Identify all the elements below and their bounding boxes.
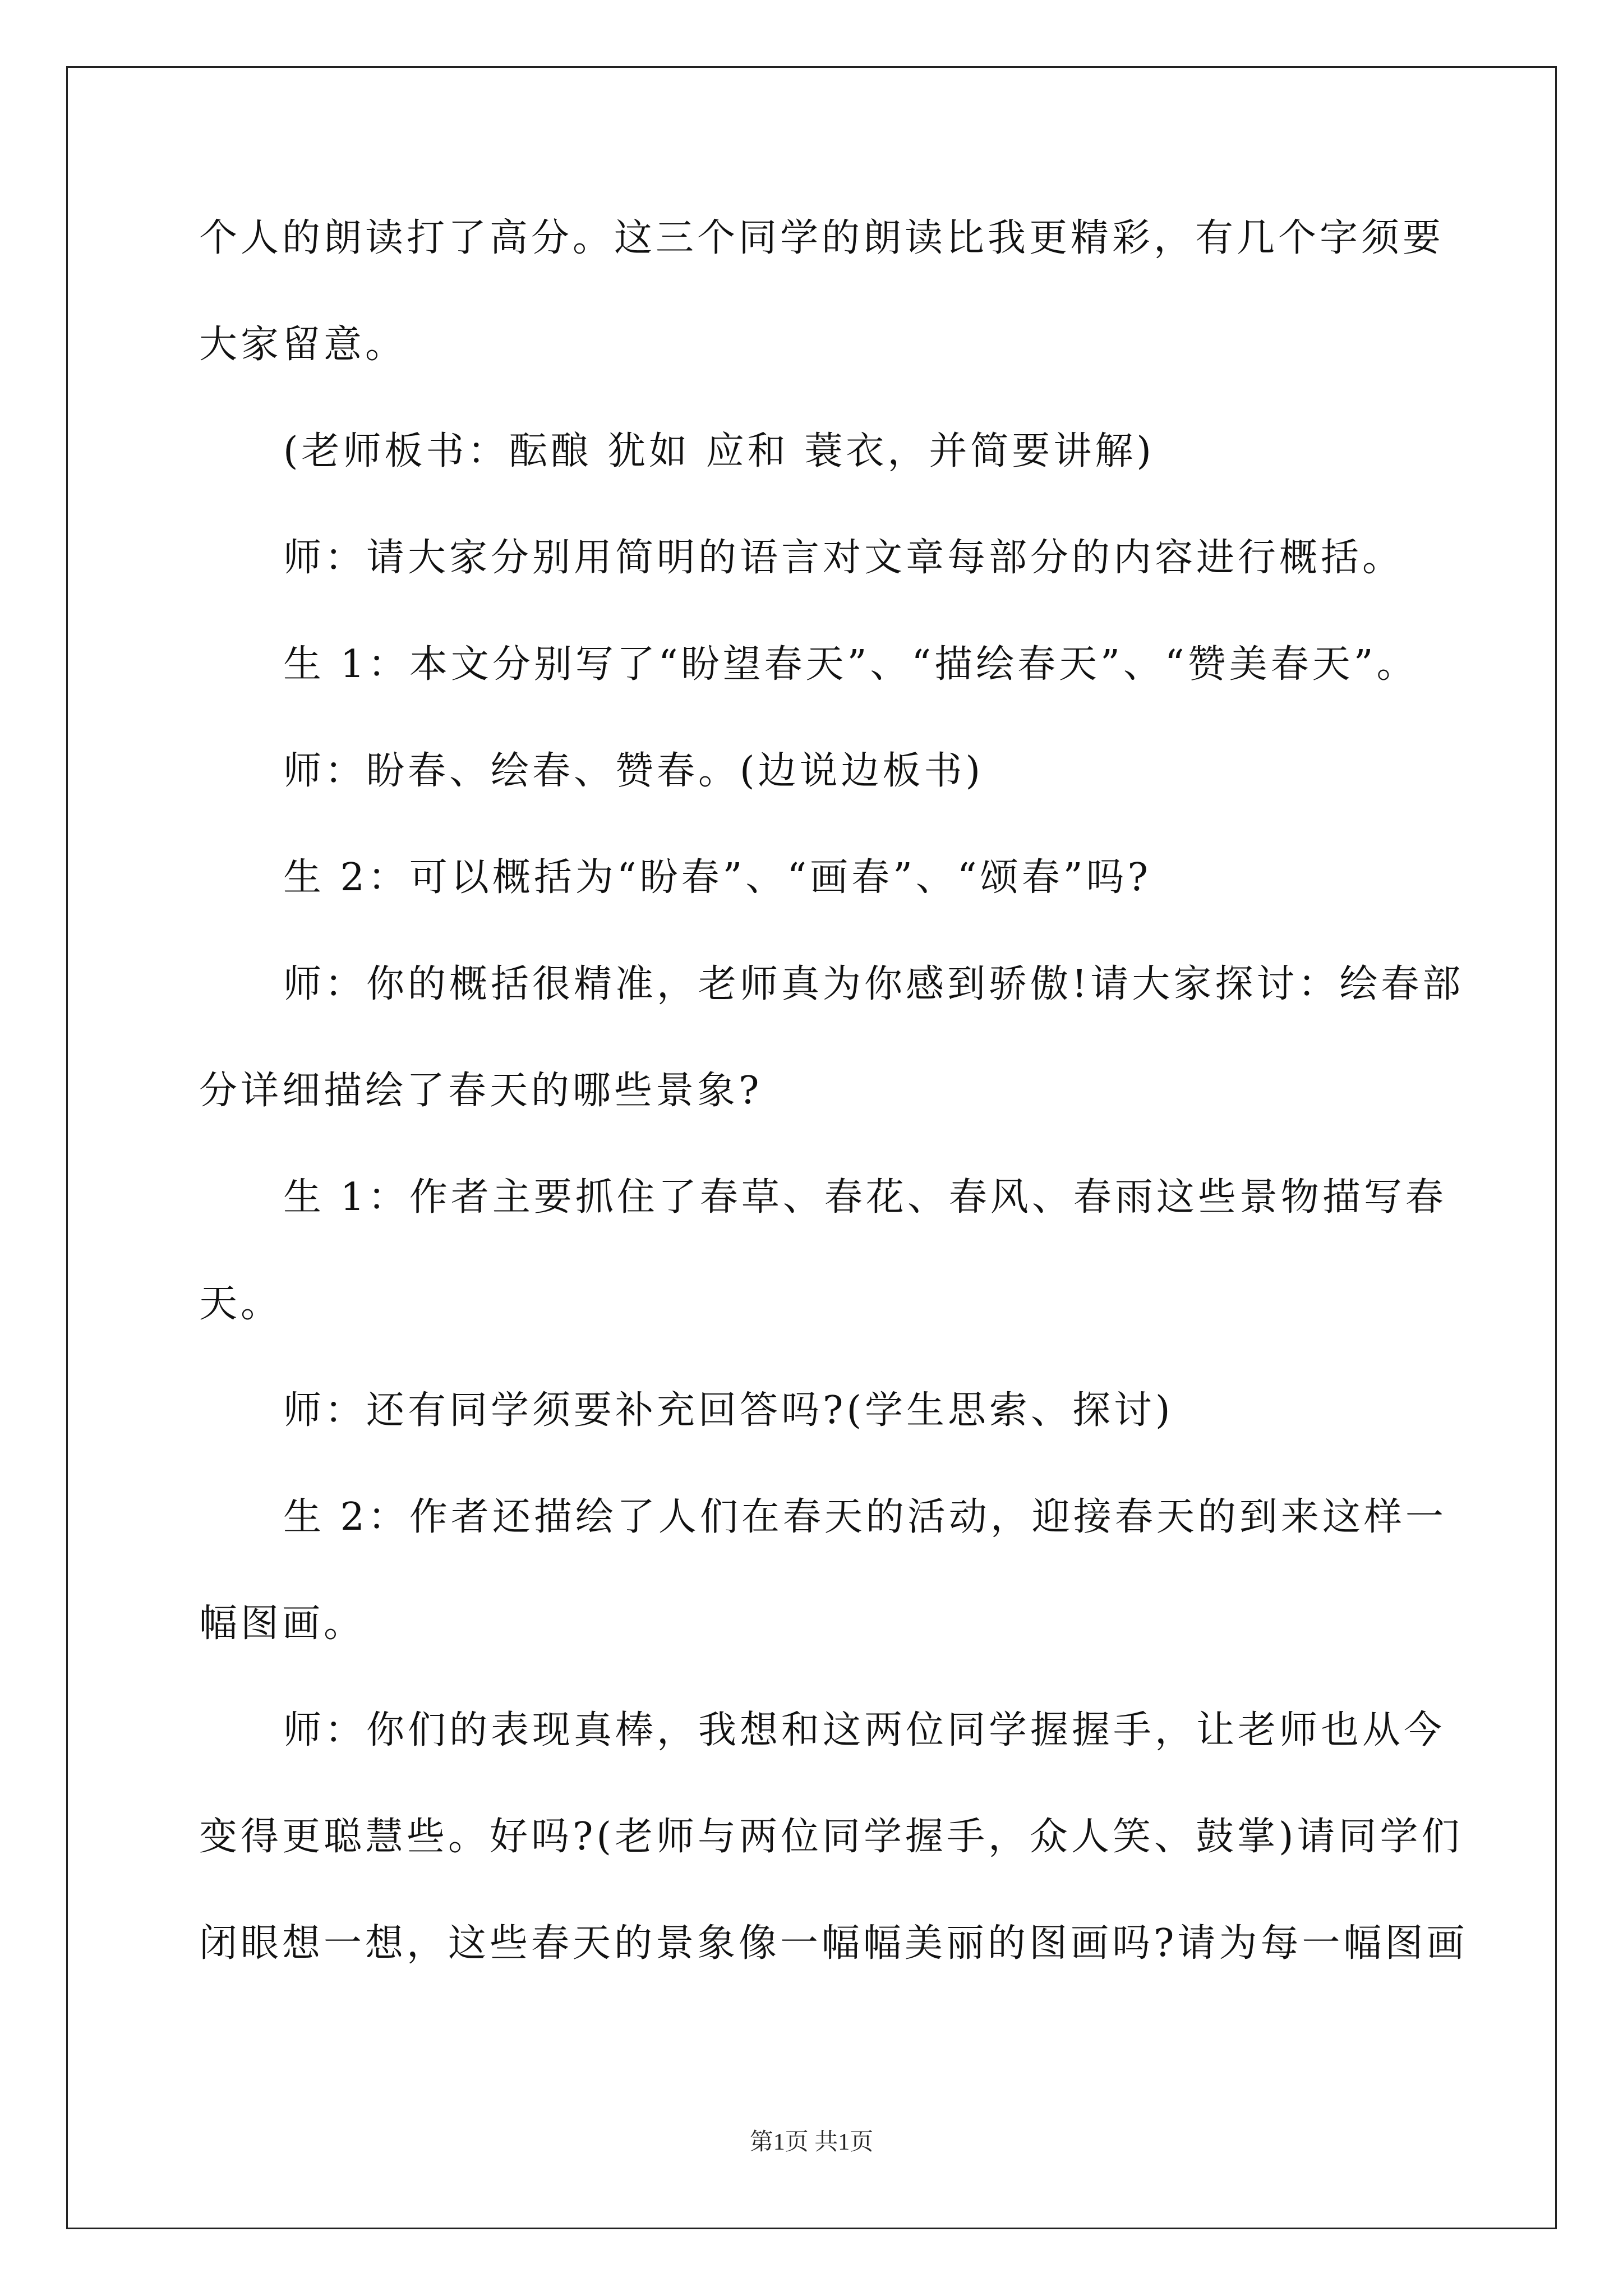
text-line-14: 幅图画。 bbox=[199, 1602, 366, 1646]
text-line-11: 天。 bbox=[199, 1282, 283, 1326]
text-line-15: 师：你们的表现真棒，我想和这两位同学握握手，让老师也从今 bbox=[283, 1708, 1446, 1752]
page-number-footer: 第1页 共1页 bbox=[749, 2129, 874, 2155]
text-line-5: 生 1：本文分别写了“盼望春天”、“描绘春天”、“赞美春天”。 bbox=[283, 642, 1418, 687]
text-line-8: 师：你的概括很精准，老师真为你感到骄傲!请大家探讨：绘春部 bbox=[283, 962, 1464, 1006]
text-line-16: 变得更聪慧些。好吗?(老师与两位同学握手，众人笑、鼓掌)请同学们 bbox=[199, 1815, 1463, 1859]
text-line-10: 生 1：作者主要抓住了春草、春花、春风、春雨这些景物描写春 bbox=[283, 1175, 1447, 1220]
text-line-9: 分详细描绘了春天的哪些景象? bbox=[199, 1069, 763, 1113]
text-line-13: 生 2：作者还描绘了人们在春天的活动，迎接春天的到来这样一 bbox=[283, 1495, 1447, 1539]
text-line-7: 生 2：可以概括为“盼春”、“画春”、“颂春”吗? bbox=[283, 855, 1151, 900]
text-line-17: 闭眼想一想，这些春天的景象像一幅幅美丽的图画吗?请为每一幅图画 bbox=[199, 1921, 1468, 1966]
text-line-6: 师：盼春、绘春、赞春。(边说边板书) bbox=[283, 749, 984, 793]
text-line-12: 师：还有同学须要补充回答吗?(学生思索、探讨) bbox=[283, 1388, 1174, 1433]
text-line-4: 师：请大家分别用简明的语言对文章每部分的内容进行概括。 bbox=[283, 536, 1404, 580]
text-line-1: 个人的朗读打了高分。这三个同学的朗读比我更精彩，有几个字须要 bbox=[199, 216, 1445, 260]
text-line-2: 大家留意。 bbox=[199, 323, 407, 367]
page-border bbox=[66, 66, 1557, 2229]
text-line-3: (老师板书：酝酿 犹如 应和 蓑衣，并简要讲解) bbox=[283, 429, 1155, 473]
